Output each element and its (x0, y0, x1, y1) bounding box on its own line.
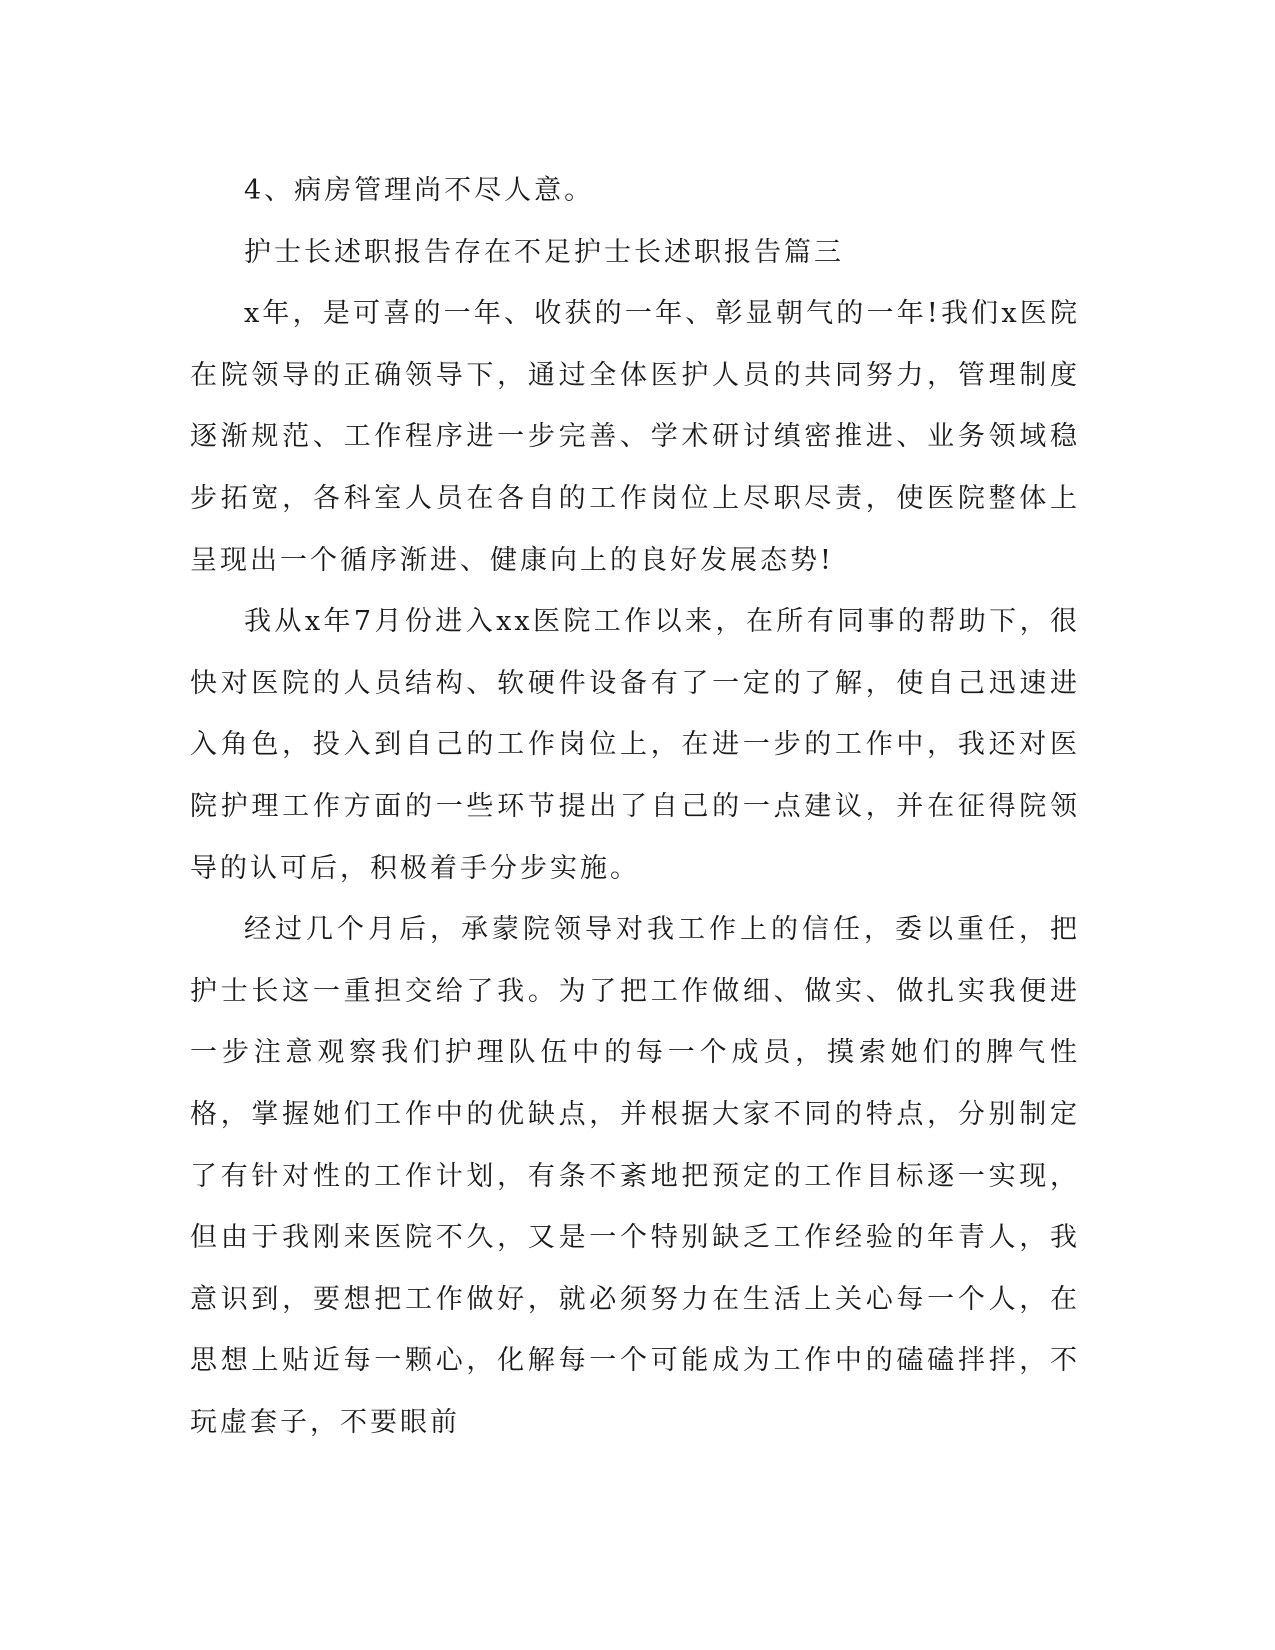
document-body (190, 160, 1080, 1453)
paragraph: 我从x年7月份进入xx医院工作以来，在所有同事的帮助下，很快对医院的人员结构、软硬件设备有了一定的了解，使自己迅速进入角色，投入到自己的工作岗位上，在进一步的工作中，我还对医院护理工作方面的一些环节提出了自己的一点建议，并在征得院领导的认可后，积极着手分步实施。 (190, 606, 1080, 884)
paragraph: 经过几个月后，承蒙院领导对我工作上的信任，委以重任，把护士长这一重担交给了我。为了把工作做细、做实、做扎实我便进一步注意观察我们护理队伍中的每一个成员，摸索她们的脾气性格，掌握她们工作中的优缺点，并根据大家不同的特点，分别制定了有针对性的工作计划，有条不紊地把预定的工作目标逐一实现，但由于我刚来医院不久，又是一个特别缺乏工作经验的年青人，我意识到，要想把工作做好，就必须努力在生活上关心每一个人，在思想上贴近每一颗心，化解每一个可能成为工作中的磕磕拌拌，不玩虚套子，不要眼前 (190, 914, 1080, 1438)
paragraph: x年，是可喜的一年、收获的一年、彰显朝气的一年!我们x医院在院领导的正确领导下，通过全体医护人员的共同努力，管理制度逐渐规范、工作程序进一步完善、学术研讨缜密推进、业务领域稳步拓宽，各科室人员在各自的工作岗位上尽职尽责，使医院整体上呈现出一个循序渐进、健康向上的良好发展态势! (190, 298, 1080, 576)
paragraph-list-item: 4、病房管理尚不尽人意。 (244, 175, 595, 206)
section-heading: 护士长述职报告存在不足护士长述职报告篇三 (244, 236, 844, 268)
